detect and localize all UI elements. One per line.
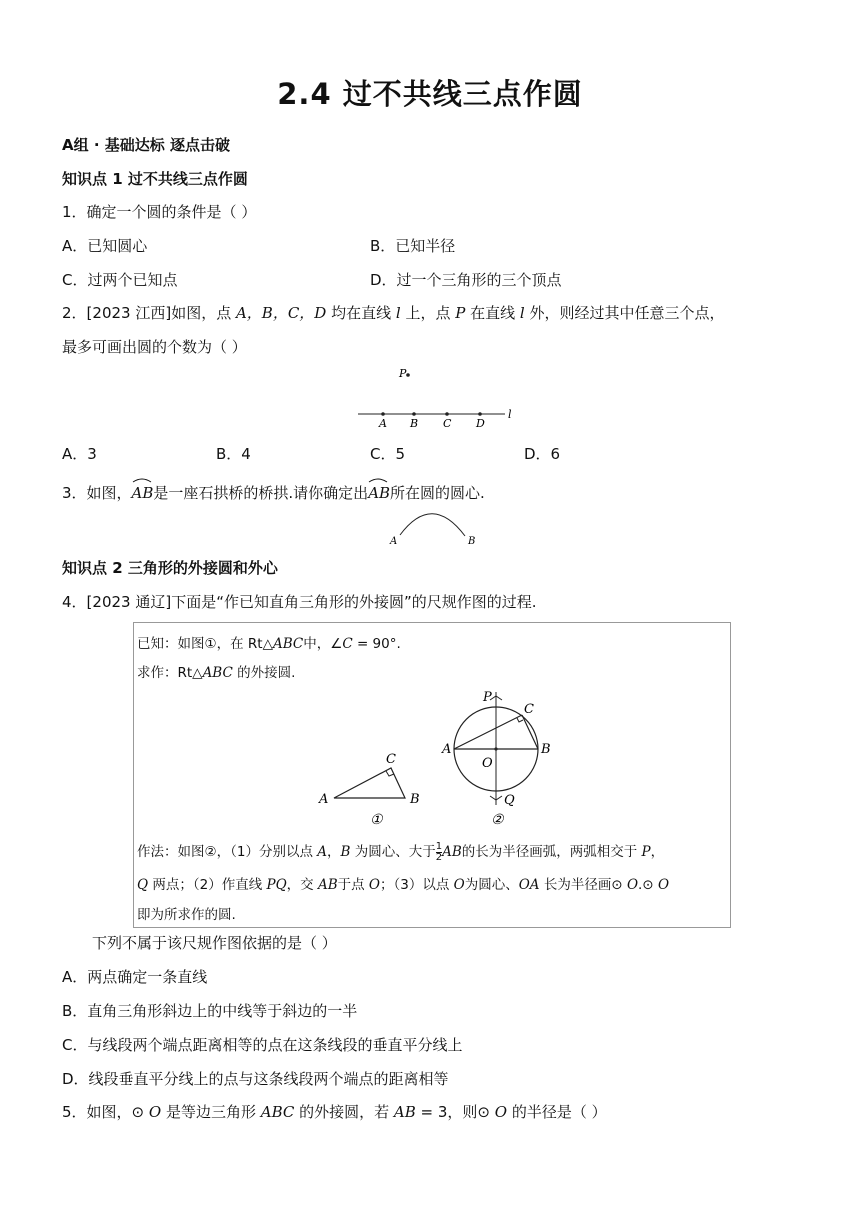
q3-fig-label-a: A <box>390 536 398 547</box>
q4-option-a: A．两点确定一条直线 <box>62 968 208 986</box>
q4-option-b: B．直角三角形斜边上的中线等于斜边的一半 <box>62 1002 358 1020</box>
q2-stem-line2: 最多可画出圆的个数为（ ） <box>62 338 247 356</box>
svg-text:②: ② <box>491 812 504 827</box>
svg-text:B: B <box>410 792 420 807</box>
svg-text:①: ① <box>370 812 383 828</box>
q3-arc-ab: AB <box>131 484 154 502</box>
q3-arch-figure <box>385 506 485 550</box>
q1-option-c: C．过两个已知点 <box>62 271 178 289</box>
q2-option-a: A．3 <box>62 445 97 463</box>
q4-option-c: C．与线段两个端点距离相等的点在这条线段的垂直平分线上 <box>62 1036 463 1054</box>
svg-text:O: O <box>482 756 493 771</box>
svg-text:C: C <box>386 752 396 767</box>
q4-required: 求作：Rt△ABC 的外接圆. <box>137 665 296 681</box>
q4-figure-2 <box>438 687 568 827</box>
q2-fig-label-b: B <box>410 417 419 430</box>
q4-method-line3: 即为所求作的圆. <box>137 907 236 923</box>
q4-stem: 4．[2023 通辽]下面是“作已知直角三角形的外接圆”的尺规作图的过程. <box>62 593 537 611</box>
group-heading: A组 · 基础达标 逐点击破 <box>62 136 230 154</box>
svg-text:A: A <box>319 792 329 807</box>
q2-fig-label-a: A <box>379 417 387 430</box>
q5-stem: 5．如图，⊙ O 是等边三角形 ABC 的外接圆，若 AB = 3，则⊙ O 的半径是（ ） <box>62 1103 607 1121</box>
q4-construction-box <box>133 622 731 928</box>
svg-text:Q: Q <box>504 793 515 808</box>
q4-known: 已知：如图①，在 Rt△ABC中，∠C = 90°. <box>137 636 401 652</box>
q3-fig-label-b: B <box>468 536 476 547</box>
q4-method-line2: Q 两点；（2）作直线 PQ，交 AB于点 O；（3）以点 O为圆心、OA 长为半径画⊙ O.⊙ O <box>137 877 670 893</box>
q4-figure-1 <box>314 748 424 828</box>
svg-text:B: B <box>541 742 551 757</box>
q2-figure <box>350 362 520 432</box>
q2-option-c: C．5 <box>370 445 406 463</box>
q2-option-d: D．6 <box>524 445 561 463</box>
knowledge-point-1-heading: 知识点 1 过不共线三点作圆 <box>62 170 248 188</box>
q2-fig-label-l: l <box>508 408 512 421</box>
svg-text:P: P <box>483 690 492 705</box>
q2-fig-label-d: D <box>476 417 485 430</box>
q1-stem: 1．确定一个圆的条件是（ ） <box>62 203 257 221</box>
q3-stem: 3．如图， AB是一座石拱桥的桥拱.请你确定出 AB所在圆的圆心. <box>62 482 485 503</box>
q2-fig-label-c: C <box>443 417 452 430</box>
q2-stem-line1: 2．[2023 江西]如图，点 A，B，C，D 均在直线 l 上，点 P 在直线 l 外，则经过其中任意三个点， <box>62 304 725 322</box>
q4-method-line1: 作法：如图②，（1）分别以点 A，B 为圆心、大于 $\frac{1}{2}$ AB的长为半径画弧，两弧相交于 P， <box>137 840 665 863</box>
q1-option-d: D．过一个三角形的三个顶点 <box>370 271 562 289</box>
q1-option-b: B．已知半径 <box>370 237 456 255</box>
q4-question: 下列不属于该尺规作图依据的是（ ） <box>92 934 337 952</box>
knowledge-point-2-heading: 知识点 2 三角形的外接圆和外心 <box>62 559 278 577</box>
q2-fig-label-p: P <box>399 367 407 380</box>
q4-option-d: D．线段垂直平分线上的点与这条线段两个端点的距离相等 <box>62 1070 449 1088</box>
page-title: 2.4 过不共线三点作圆 <box>277 77 583 111</box>
q2-option-b: B．4 <box>216 445 251 463</box>
svg-text:A: A <box>442 742 452 757</box>
q1-option-a: A．已知圆心 <box>62 237 148 255</box>
svg-text:C: C <box>524 702 534 717</box>
